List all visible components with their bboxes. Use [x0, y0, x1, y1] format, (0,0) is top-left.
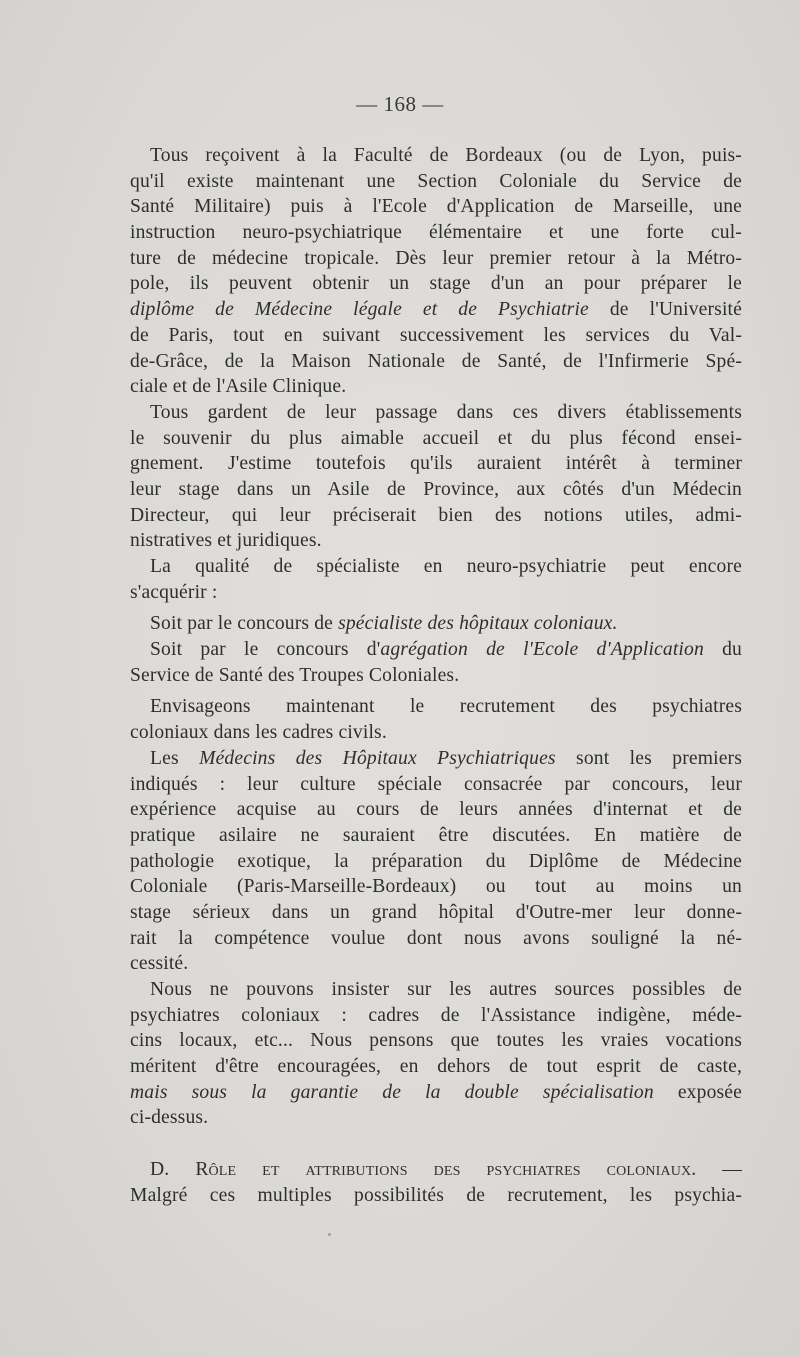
text-run: exposée — [653, 1081, 742, 1103]
section-heading: Rôle et attributions des psychiatres coloniaux. — [195, 1159, 697, 1181]
text-run: Soit par le concours de — [150, 613, 339, 635]
paragraph — [130, 143, 742, 400]
text-line: s'acquérir : — [130, 581, 218, 603]
text-line: stage sérieux dans un grand hôpital d'Outre-mer leur donne- — [130, 901, 742, 923]
text-line — [130, 1080, 742, 1106]
text-line: ci-dessus. — [130, 1107, 209, 1129]
text-line: Nous ne pouvons insister sur les autres sources possibles de — [150, 979, 742, 1000]
text-run: Soit par le concours d' — [150, 639, 381, 661]
text-run: du — [703, 639, 742, 661]
text-run: Les — [150, 747, 200, 769]
text-line: expérience acquise au cours de leurs années d'internat et de — [130, 799, 742, 821]
text-line: psychiatres coloniaux : cadres de l'Assistance indigène, méde- — [130, 1004, 742, 1026]
text-line: méritent d'être encouragées, en dehors de tout esprit de caste, — [130, 1056, 742, 1078]
text-line: de-Grâce, de la Maison Nationale de Santé, de l'Infirmerie Spé- — [130, 350, 742, 372]
text-line — [130, 746, 742, 772]
text-line: ture de médecine tropicale. Dès leur premier retour à la Métro- — [130, 247, 742, 269]
body-text — [130, 143, 742, 1209]
text-line: La qualité de spécialiste en neuro-psychiatrie peut encore — [150, 556, 742, 577]
paper-speck — [328, 1233, 331, 1236]
text-line: nistratives et juridiques. — [130, 530, 322, 552]
text-line: Directeur, qui leur préciserait bien des notions utiles, admi- — [130, 504, 742, 526]
italic-text: spécialiste des hôpitaux coloniaux. — [338, 613, 618, 635]
text-run: de l'Université — [588, 299, 742, 321]
text-line: Service de Santé des Troupes Coloniales. — [130, 664, 460, 686]
section-heading-block — [130, 1157, 742, 1208]
text-line: Coloniale (Paris-Marseille-Bordeaux) ou tout au moins un — [130, 876, 742, 898]
paragraph — [130, 977, 742, 1131]
page-number: — 168 — — [356, 92, 444, 116]
paragraph — [130, 746, 742, 977]
text-line: de Paris, tout en suivant successivement les services du Val- — [130, 324, 742, 346]
text-line: pole, ils peuvent obtenir un stage d'un an pour préparer le — [130, 273, 742, 295]
section-letter: D. — [150, 1159, 170, 1181]
paragraph — [130, 554, 742, 605]
text-line: instruction neuro-psychiatrique élémentaire et une forte cul- — [130, 222, 742, 244]
text-line: rait la compétence voulue dont nous avons souligné la né- — [130, 927, 742, 949]
paragraph — [130, 400, 742, 554]
text-run: — — [696, 1159, 742, 1181]
text-run: sont les premiers — [555, 747, 743, 769]
text-line — [130, 637, 742, 663]
paragraph — [130, 694, 742, 745]
italic-text: diplôme de Médecine légale et de Psychiatrie — [130, 299, 589, 321]
text-line: pathologie exotique, la préparation du Diplôme de Médecine — [130, 850, 742, 872]
text-line — [130, 297, 742, 323]
text-line: coloniaux dans les cadres civils. — [130, 722, 387, 744]
text-line: cins locaux, etc... Nous pensons que toutes les vraies vocations — [130, 1030, 742, 1052]
text-line: cessité. — [130, 953, 189, 975]
text-line: ciale et de l'Asile Clinique. — [130, 376, 347, 398]
italic-text: Médecins des Hôpitaux Psychiatriques — [199, 747, 556, 769]
text-line: le souvenir du plus aimable accueil et du plus fécond ensei- — [130, 427, 742, 449]
paragraph — [130, 611, 742, 637]
text-line: Santé Militaire) puis à l'Ecole d'Application de Marseille, une — [130, 196, 742, 218]
text-line: Envisageons maintenant le recrutement des psychiatres — [150, 696, 742, 718]
italic-text: mais sous la garantie de la double spécialisation — [130, 1081, 654, 1103]
text-line — [130, 611, 742, 637]
text-line: gnement. J'estime toutefois qu'ils auraient intérêt à terminer — [130, 453, 742, 475]
text-line: Tous gardent de leur passage dans ces divers établissements — [150, 401, 742, 423]
text-line: indiqués : leur culture spéciale consacrée par concours, leur — [130, 773, 742, 795]
text-line: Tous reçoivent à la Faculté de Bordeaux (ou de Lyon, puis- — [150, 145, 742, 166]
paragraph — [130, 637, 742, 688]
text-line: leur stage dans un Asile de Province, aux côtés d'un Médecin — [130, 478, 742, 500]
text-line: Malgré ces multiples possibilités de recrutement, les psychia- — [130, 1184, 742, 1206]
italic-text: agrégation de l'Ecole d'Application — [380, 639, 704, 661]
text-line — [130, 1157, 742, 1183]
text-line: pratique asilaire ne sauraient être discutées. En matière de — [130, 824, 742, 846]
text-line: qu'il existe maintenant une Section Coloniale du Service de — [130, 170, 742, 192]
